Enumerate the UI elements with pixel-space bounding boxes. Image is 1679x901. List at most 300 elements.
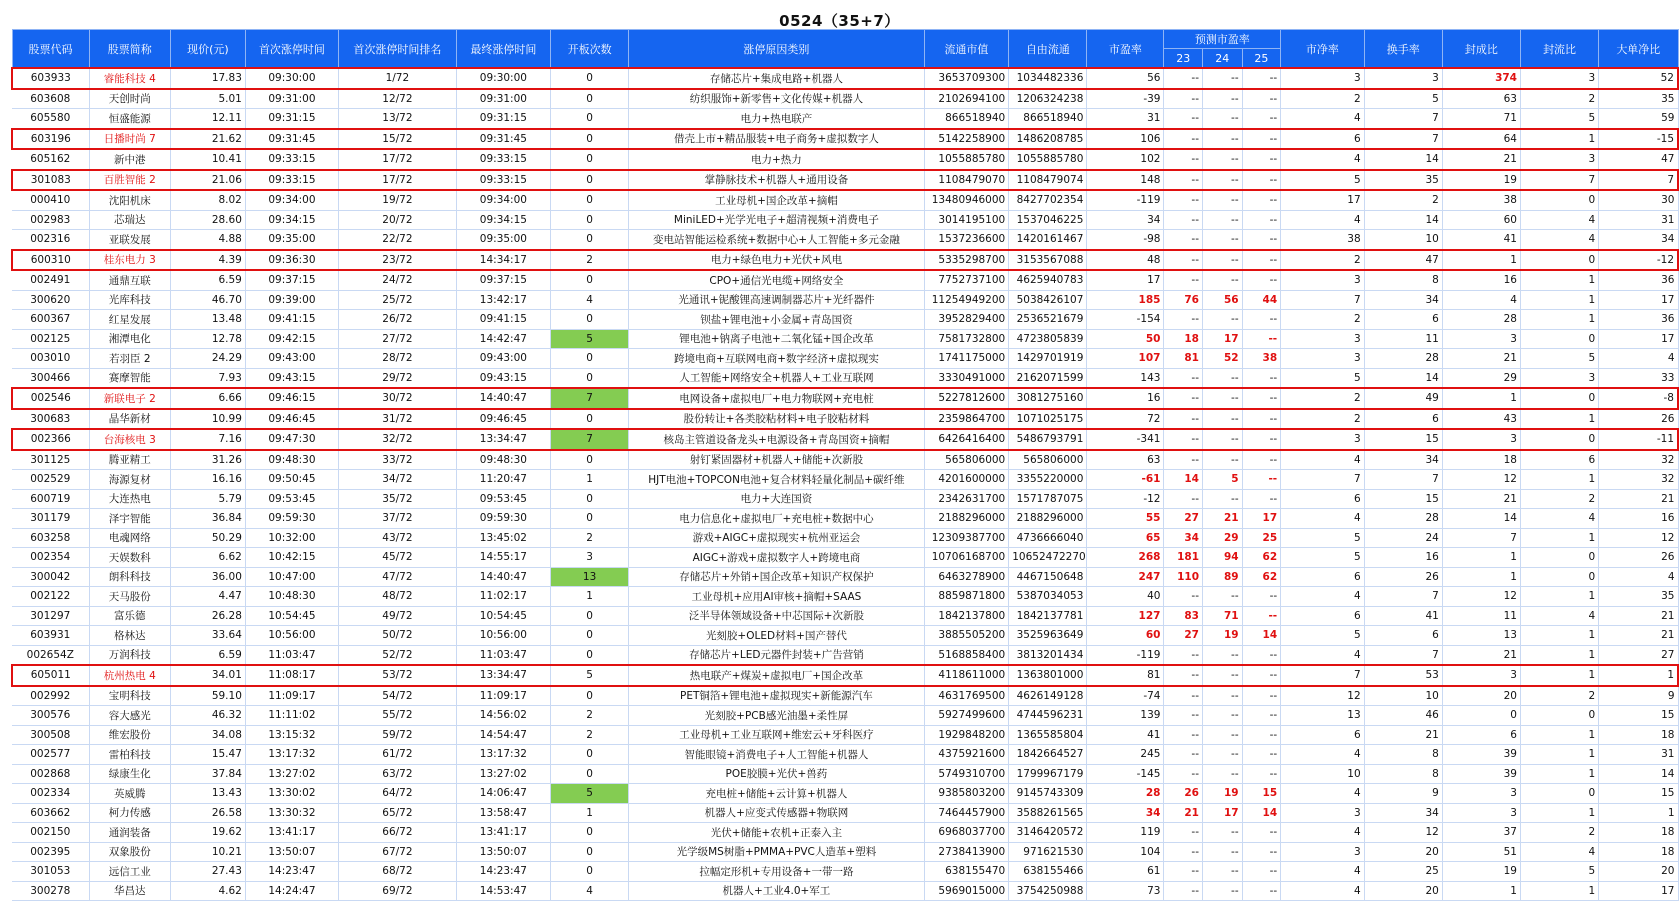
cell-free-float: 1108479074	[1009, 170, 1087, 191]
cell-turnover: 7	[1364, 645, 1442, 665]
table-row[interactable]	[12, 489, 1678, 509]
cell-fpe-24: --	[1203, 190, 1243, 210]
cell-code: 300508	[12, 725, 89, 745]
table-row[interactable]	[12, 509, 1678, 529]
cell-float-cap: 3653709300	[924, 68, 1009, 89]
cell-free-float: 10652472270	[1009, 548, 1087, 568]
cell-free-float: 1429701919	[1009, 349, 1087, 369]
cell-fpe-23: --	[1164, 149, 1203, 170]
cell-big-net: 47	[1599, 149, 1678, 170]
cell-pb: 5	[1281, 368, 1365, 388]
cell-seal-float: 4	[1520, 842, 1598, 862]
cell-fpe-24: --	[1203, 310, 1243, 330]
cell-first-time: 13:17:32	[245, 745, 338, 765]
cell-price: 21.62	[170, 129, 245, 150]
cell-pb: 38	[1281, 230, 1365, 250]
cell-pe: 139	[1087, 706, 1164, 726]
cell-name: 英威腾	[89, 784, 170, 804]
cell-price: 36.00	[170, 567, 245, 587]
cell-fpe-23: --	[1164, 489, 1203, 509]
table-row[interactable]	[12, 626, 1678, 646]
cell-opens: 0	[551, 645, 629, 665]
cell-last-time: 14:34:17	[456, 250, 550, 271]
header-name[interactable]: 股票简称	[89, 30, 170, 69]
cell-free-float: 1799967179	[1009, 764, 1087, 784]
cell-pb: 12	[1281, 686, 1365, 706]
table-row[interactable]	[12, 450, 1678, 470]
cell-turnover: 7	[1364, 129, 1442, 150]
cell-free-float: 3525963649	[1009, 626, 1087, 646]
cell-pe: 31	[1087, 109, 1164, 129]
table-row[interactable]	[12, 149, 1678, 170]
cell-reason: 热电联产+煤炭+虚拟电厂+国企改革	[629, 665, 925, 686]
cell-big-net: 18	[1599, 725, 1678, 745]
cell-reason: POE胶膜+光伏+兽药	[629, 764, 925, 784]
cell-free-float: 3081275160	[1009, 388, 1087, 409]
cell-fpe-25: --	[1242, 89, 1281, 109]
cell-pb: 6	[1281, 725, 1365, 745]
header-rank[interactable]: 首次涨停时间排名	[339, 30, 457, 69]
header-fpe-24[interactable]: 24	[1203, 49, 1243, 69]
cell-name: 亚联发展	[89, 230, 170, 250]
cell-reason: 电力信息化+虚拟电厂+充电桩+数据中心	[629, 509, 925, 529]
cell-fpe-25: --	[1242, 68, 1281, 89]
table-row[interactable]	[12, 803, 1678, 823]
cell-seal-float: 1	[1520, 745, 1598, 765]
table-row[interactable]	[12, 429, 1678, 450]
cell-name: 新联电子 2	[89, 388, 170, 409]
cell-fpe-23: 34	[1164, 528, 1203, 548]
cell-code: 301179	[12, 509, 89, 529]
cell-price: 33.64	[170, 626, 245, 646]
cell-seal-float: 1	[1520, 881, 1598, 901]
cell-first-time: 09:47:30	[245, 429, 338, 450]
cell-turnover: 28	[1364, 509, 1442, 529]
cell-reason: 光刻胶+OLED材料+国产替代	[629, 626, 925, 646]
table-row[interactable]	[12, 862, 1678, 882]
cell-pb: 6	[1281, 567, 1365, 587]
cell-reason: 游戏+AIGC+虚拟现实+杭州亚运会	[629, 528, 925, 548]
cell-seal-float: 0	[1520, 548, 1598, 568]
cell-seal-float: 0	[1520, 784, 1598, 804]
cell-seal-ratio: 1	[1442, 567, 1520, 587]
cell-last-time: 13:42:17	[456, 290, 550, 310]
header-forecast-pe[interactable]: 预测市盈率	[1164, 30, 1281, 49]
cell-last-time: 14:06:47	[456, 784, 550, 804]
cell-last-time: 09:31:00	[456, 89, 550, 109]
header-seal-float[interactable]: 封流比	[1520, 30, 1598, 69]
cell-big-net: 26	[1599, 409, 1678, 430]
cell-first-time: 09:59:30	[245, 509, 338, 529]
cell-last-time: 09:34:15	[456, 210, 550, 230]
cell-fpe-25: --	[1242, 470, 1281, 490]
cell-name: 雷柏科技	[89, 745, 170, 765]
table-row[interactable]	[12, 270, 1678, 290]
cell-opens: 0	[551, 109, 629, 129]
cell-price: 5.79	[170, 489, 245, 509]
table-row[interactable]	[12, 409, 1678, 430]
cell-float-cap: 6463278900	[924, 567, 1009, 587]
cell-seal-ratio: 7	[1442, 528, 1520, 548]
cell-opens: 0	[551, 349, 629, 369]
cell-turnover: 25	[1364, 862, 1442, 882]
table-row[interactable]	[12, 129, 1678, 150]
cell-first-time: 09:36:30	[245, 250, 338, 271]
header-free-float[interactable]: 自由流通	[1009, 30, 1087, 69]
cell-fpe-25: --	[1242, 764, 1281, 784]
cell-seal-ratio: 3	[1442, 429, 1520, 450]
cell-code: 300576	[12, 706, 89, 726]
cell-name: 朗科科技	[89, 567, 170, 587]
cell-opens: 0	[551, 368, 629, 388]
cell-turnover: 46	[1364, 706, 1442, 726]
table-row[interactable]	[12, 349, 1678, 369]
table-row[interactable]	[12, 686, 1678, 706]
cell-price: 10.99	[170, 409, 245, 430]
cell-seal-float: 5	[1520, 862, 1598, 882]
cell-rank: 20/72	[339, 210, 457, 230]
table-row[interactable]	[12, 230, 1678, 250]
cell-fpe-23: --	[1164, 842, 1203, 862]
page-title: 0524（35+7）	[779, 12, 900, 30]
cell-big-net: 26	[1599, 548, 1678, 568]
cell-code: 002868	[12, 764, 89, 784]
cell-seal-ratio: 18	[1442, 450, 1520, 470]
cell-rank: 45/72	[339, 548, 457, 568]
cell-name: 恒盛能源	[89, 109, 170, 129]
header-pb[interactable]: 市净率	[1281, 30, 1365, 69]
cell-price: 24.29	[170, 349, 245, 369]
cell-fpe-23: --	[1164, 109, 1203, 129]
table-row[interactable]	[12, 881, 1678, 901]
cell-fpe-24: --	[1203, 881, 1243, 901]
cell-last-time: 13:41:17	[456, 823, 550, 843]
table-row[interactable]	[12, 310, 1678, 330]
cell-pb: 3	[1281, 329, 1365, 349]
cell-turnover: 16	[1364, 548, 1442, 568]
cell-seal-float: 1	[1520, 665, 1598, 686]
cell-pb: 13	[1281, 706, 1365, 726]
cell-free-float: 1206324238	[1009, 89, 1087, 109]
cell-pb: 3	[1281, 842, 1365, 862]
cell-last-time: 13:27:02	[456, 764, 550, 784]
cell-free-float: 9145743309	[1009, 784, 1087, 804]
cell-pb: 3	[1281, 429, 1365, 450]
cell-fpe-23: 81	[1164, 349, 1203, 369]
cell-seal-ratio: 13	[1442, 626, 1520, 646]
cell-pe: 16	[1087, 388, 1164, 409]
cell-pe: 104	[1087, 842, 1164, 862]
cell-last-time: 09:59:30	[456, 509, 550, 529]
cell-free-float: 1486208785	[1009, 129, 1087, 150]
cell-fpe-23: 83	[1164, 606, 1203, 626]
cell-fpe-25: --	[1242, 823, 1281, 843]
cell-float-cap: 3330491000	[924, 368, 1009, 388]
cell-float-cap: 4631769500	[924, 686, 1009, 706]
cell-first-time: 09:31:00	[245, 89, 338, 109]
cell-reason: 光通讯+铌酸锂高速调制器芯片+光纤器件	[629, 290, 925, 310]
cell-pe: 41	[1087, 725, 1164, 745]
cell-last-time: 09:33:15	[456, 170, 550, 191]
table-row[interactable]	[12, 567, 1678, 587]
table-row[interactable]	[12, 764, 1678, 784]
cell-reason: 机器人+工业4.0+军工	[629, 881, 925, 901]
cell-big-net: 7	[1599, 170, 1678, 191]
header-pe[interactable]: 市盈率	[1087, 30, 1164, 69]
cell-rank: 48/72	[339, 587, 457, 607]
cell-fpe-23: --	[1164, 862, 1203, 882]
cell-code: 603933	[12, 68, 89, 89]
cell-name: 电魂网络	[89, 528, 170, 548]
table-row[interactable]	[12, 250, 1678, 271]
cell-free-float: 565806000	[1009, 450, 1087, 470]
cell-turnover: 2	[1364, 190, 1442, 210]
table-row[interactable]	[12, 606, 1678, 626]
header-big-net[interactable]: 大单净比	[1599, 30, 1678, 69]
table-row[interactable]	[12, 645, 1678, 665]
table-row[interactable]	[12, 470, 1678, 490]
cell-opens: 0	[551, 190, 629, 210]
cell-name: 富乐德	[89, 606, 170, 626]
table-row[interactable]	[12, 68, 1678, 89]
cell-reason: 工业母机+工业互联网+维宏云+牙科医疗	[629, 725, 925, 745]
cell-last-time: 14:23:47	[456, 862, 550, 882]
cell-fpe-24: --	[1203, 170, 1243, 191]
cell-last-time: 11:02:17	[456, 587, 550, 607]
cell-float-cap: 5749310700	[924, 764, 1009, 784]
cell-rank: 52/72	[339, 645, 457, 665]
table-row[interactable]	[12, 109, 1678, 129]
cell-big-net: 27	[1599, 645, 1678, 665]
header-reason[interactable]: 涨停原因类别	[629, 30, 925, 69]
cell-pe: 107	[1087, 349, 1164, 369]
cell-last-time: 14:42:47	[456, 329, 550, 349]
table-row[interactable]	[12, 548, 1678, 568]
header-opens[interactable]: 开板次数	[551, 30, 629, 69]
cell-price: 4.47	[170, 587, 245, 607]
cell-last-time: 09:37:15	[456, 270, 550, 290]
cell-name: 芯瑞达	[89, 210, 170, 230]
cell-turnover: 15	[1364, 489, 1442, 509]
cell-last-time: 13:45:02	[456, 528, 550, 548]
cell-last-time: 11:09:17	[456, 686, 550, 706]
cell-last-time: 09:43:00	[456, 349, 550, 369]
cell-opens: 5	[551, 665, 629, 686]
table-row[interactable]	[12, 388, 1678, 409]
cell-free-float: 3355220000	[1009, 470, 1087, 490]
cell-fpe-25: --	[1242, 388, 1281, 409]
cell-float-cap: 3014195100	[924, 210, 1009, 230]
cell-turnover: 14	[1364, 368, 1442, 388]
cell-fpe-23: --	[1164, 587, 1203, 607]
cell-reason: 光刻胶+PCB感光油墨+柔性屏	[629, 706, 925, 726]
cell-fpe-25: 25	[1242, 528, 1281, 548]
cell-float-cap: 5335298700	[924, 250, 1009, 271]
cell-price: 5.01	[170, 89, 245, 109]
cell-fpe-24: --	[1203, 109, 1243, 129]
table-row[interactable]	[12, 784, 1678, 804]
header-code[interactable]: 股票代码	[12, 30, 89, 69]
cell-code: 002316	[12, 230, 89, 250]
cell-free-float: 1420161467	[1009, 230, 1087, 250]
cell-opens: 1	[551, 803, 629, 823]
cell-fpe-24: 5	[1203, 470, 1243, 490]
cell-first-time: 13:27:02	[245, 764, 338, 784]
cell-free-float: 3153567088	[1009, 250, 1087, 271]
cell-fpe-23: --	[1164, 89, 1203, 109]
table-row[interactable]	[12, 745, 1678, 765]
cell-free-float: 1842664527	[1009, 745, 1087, 765]
cell-opens: 3	[551, 548, 629, 568]
cell-seal-ratio: 21	[1442, 149, 1520, 170]
cell-seal-ratio: 12	[1442, 587, 1520, 607]
cell-rank: 33/72	[339, 450, 457, 470]
cell-fpe-24: --	[1203, 587, 1243, 607]
cell-fpe-23: --	[1164, 270, 1203, 290]
cell-seal-ratio: 374	[1442, 68, 1520, 89]
cell-opens: 0	[551, 230, 629, 250]
cell-first-time: 11:03:47	[245, 645, 338, 665]
cell-seal-float: 6	[1520, 450, 1598, 470]
cell-code: 600310	[12, 250, 89, 271]
table-row[interactable]	[12, 368, 1678, 388]
cell-pb: 6	[1281, 489, 1365, 509]
cell-turnover: 20	[1364, 842, 1442, 862]
cell-fpe-24: --	[1203, 823, 1243, 843]
header-fpe-25[interactable]: 25	[1242, 49, 1281, 69]
table-row[interactable]	[12, 210, 1678, 230]
cell-name: 红星发展	[89, 310, 170, 330]
table-row[interactable]	[12, 329, 1678, 349]
cell-pe: 81	[1087, 665, 1164, 686]
cell-first-time: 13:30:02	[245, 784, 338, 804]
table-row[interactable]	[12, 706, 1678, 726]
cell-fpe-25: --	[1242, 429, 1281, 450]
cell-code: 605011	[12, 665, 89, 686]
cell-first-time: 09:37:15	[245, 270, 338, 290]
header-price[interactable]: 现价(元)	[170, 30, 245, 69]
cell-fpe-23: --	[1164, 250, 1203, 271]
table-row[interactable]	[12, 587, 1678, 607]
cell-opens: 2	[551, 250, 629, 271]
cell-name: 桂东电力 3	[89, 250, 170, 271]
cell-float-cap: 5142258900	[924, 129, 1009, 150]
cell-pe: -74	[1087, 686, 1164, 706]
cell-last-time: 13:17:32	[456, 745, 550, 765]
header-turnover[interactable]: 换手率	[1364, 30, 1442, 69]
header-seal-ratio[interactable]: 封成比	[1442, 30, 1520, 69]
cell-big-net: 31	[1599, 745, 1678, 765]
cell-first-time: 13:50:07	[245, 842, 338, 862]
cell-pb: 5	[1281, 626, 1365, 646]
cell-seal-float: 1	[1520, 626, 1598, 646]
cell-seal-float: 0	[1520, 190, 1598, 210]
table-row[interactable]	[12, 290, 1678, 310]
cell-fpe-24: --	[1203, 450, 1243, 470]
cell-fpe-24: --	[1203, 686, 1243, 706]
cell-name: 柯力传感	[89, 803, 170, 823]
cell-seal-ratio: 21	[1442, 645, 1520, 665]
cell-free-float: 2162071599	[1009, 368, 1087, 388]
cell-price: 6.59	[170, 645, 245, 665]
cell-reason: 锂电池+钠离子电池+二氧化锰+国企改革	[629, 329, 925, 349]
cell-seal-ratio: 0	[1442, 706, 1520, 726]
header-float-cap[interactable]: 流通市值	[924, 30, 1009, 69]
cell-turnover: 6	[1364, 310, 1442, 330]
cell-price: 34.08	[170, 725, 245, 745]
cell-seal-float: 1	[1520, 764, 1598, 784]
header-first-time[interactable]: 首次涨停时间	[245, 30, 338, 69]
header-fpe-23[interactable]: 23	[1164, 49, 1203, 69]
cell-pb: 4	[1281, 784, 1365, 804]
cell-big-net: 31	[1599, 210, 1678, 230]
cell-last-time: 09:48:30	[456, 450, 550, 470]
cell-pe: 60	[1087, 626, 1164, 646]
cell-pb: 4	[1281, 587, 1365, 607]
cell-rank: 23/72	[339, 250, 457, 271]
table-row[interactable]	[12, 725, 1678, 745]
cell-float-cap: 4118611000	[924, 665, 1009, 686]
cell-big-net: 4	[1599, 349, 1678, 369]
cell-last-time: 14:56:02	[456, 706, 550, 726]
cell-opens: 0	[551, 310, 629, 330]
cell-fpe-25: --	[1242, 745, 1281, 765]
cell-pe: 143	[1087, 368, 1164, 388]
cell-fpe-25: --	[1242, 129, 1281, 150]
cell-name: 双象股份	[89, 842, 170, 862]
cell-big-net: -15	[1599, 129, 1678, 150]
table-row[interactable]	[12, 823, 1678, 843]
table-row[interactable]	[12, 170, 1678, 191]
cell-opens: 5	[551, 329, 629, 349]
cell-code: 605580	[12, 109, 89, 129]
cell-opens: 0	[551, 450, 629, 470]
cell-seal-float: 2	[1520, 686, 1598, 706]
cell-reason: AIGC+游戏+虚拟数字人+跨境电商	[629, 548, 925, 568]
stock-table	[11, 29, 1679, 901]
cell-last-time: 09:46:45	[456, 409, 550, 430]
table-row[interactable]	[12, 89, 1678, 109]
header-last-time[interactable]: 最终涨停时间	[456, 30, 550, 69]
cell-turnover: 9	[1364, 784, 1442, 804]
cell-big-net: 16	[1599, 509, 1678, 529]
cell-pe: 61	[1087, 862, 1164, 882]
cell-free-float: 4736666040	[1009, 528, 1087, 548]
cell-code: 300466	[12, 368, 89, 388]
cell-free-float: 4625940783	[1009, 270, 1087, 290]
cell-fpe-23: 181	[1164, 548, 1203, 568]
cell-opens: 0	[551, 89, 629, 109]
cell-seal-ratio: 63	[1442, 89, 1520, 109]
table-row[interactable]	[12, 528, 1678, 548]
table-row[interactable]	[12, 665, 1678, 686]
cell-fpe-23: --	[1164, 823, 1203, 843]
cell-fpe-23: 26	[1164, 784, 1203, 804]
cell-name: 天娱数科	[89, 548, 170, 568]
cell-fpe-23: --	[1164, 429, 1203, 450]
table-row[interactable]	[12, 190, 1678, 210]
cell-price: 26.58	[170, 803, 245, 823]
cell-opens: 0	[551, 862, 629, 882]
cell-big-net: 21	[1599, 606, 1678, 626]
cell-rank: 31/72	[339, 409, 457, 430]
cell-opens: 2	[551, 528, 629, 548]
table-row[interactable]	[12, 842, 1678, 862]
cell-turnover: 47	[1364, 250, 1442, 271]
cell-reason: 工业母机+应用AI审核+摘帽+SAAS	[629, 587, 925, 607]
cell-last-time: 09:35:00	[456, 230, 550, 250]
cell-seal-float: 3	[1520, 68, 1598, 89]
